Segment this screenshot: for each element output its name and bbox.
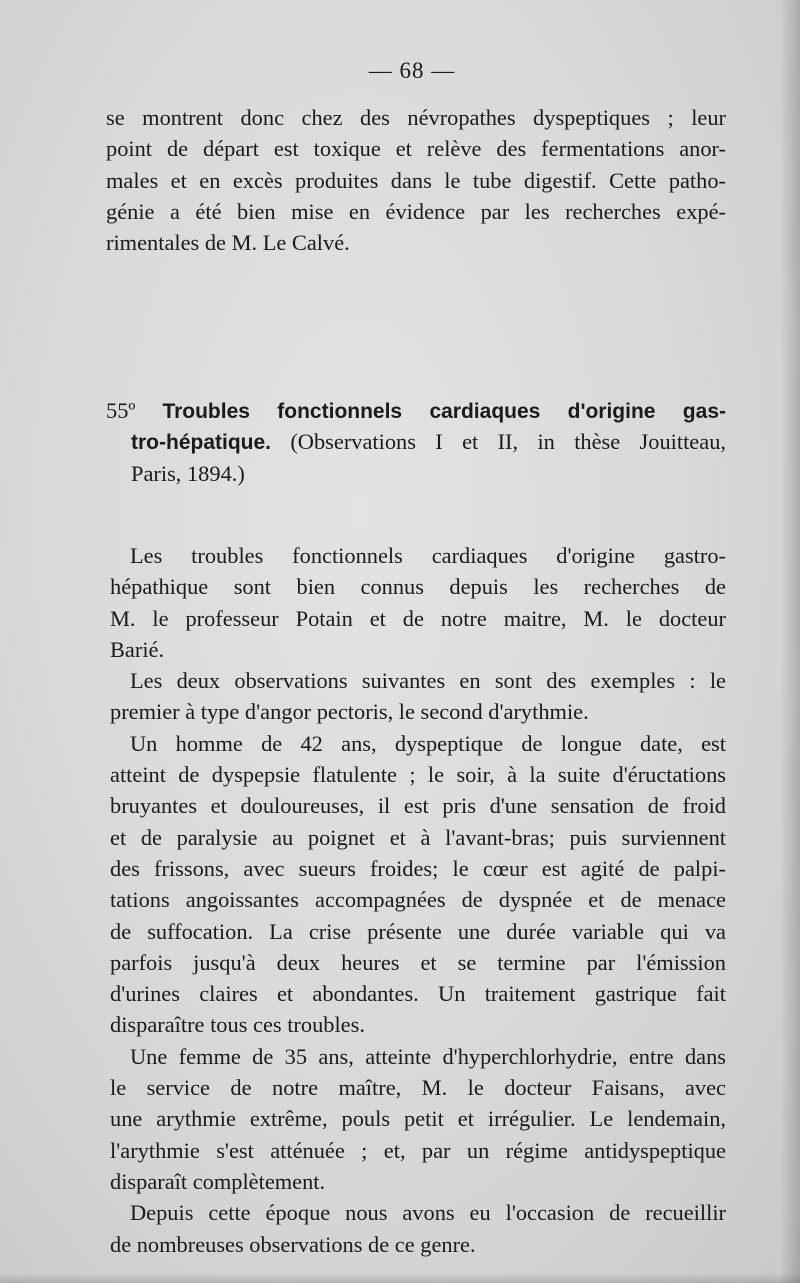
text-line: M. le professeur Potain et de notre maitre, M. le docteur [110, 605, 726, 631]
paragraph [110, 728, 726, 1041]
text-line: bruyantes et douloureuses, il est pris d'une sensation de froid [110, 793, 726, 819]
text-line: Un homme de 42 ans, dyspeptique de longue date, est [130, 730, 726, 756]
body-text [110, 540, 726, 1260]
page-bottom-shadow [0, 1273, 800, 1283]
text-line: hépathique sont bien connus depuis les recherches de [110, 574, 726, 600]
text-line: le service de notre maître, M. le docteur Faisans, avec [110, 1075, 726, 1101]
text-line: de nombreuses observations de ce genre. [110, 1231, 476, 1257]
text-line: se montrent donc chez des névropathes dyspeptiques ; leur [106, 105, 726, 130]
text-line: premier à type d'angor pectoris, le second d'arythmie. [110, 699, 589, 725]
text-line: et de paralysie au poignet et à l'avant-bras; puis surviennent [110, 824, 726, 850]
text-line: atteint de dyspepsie flatulente ; le soir, à la suite d'éructations [110, 762, 726, 788]
text-line: Une femme de 35 ans, atteinte d'hyperchlorhydrie, entre dans [130, 1043, 726, 1069]
section-reference: (Observations I et II, in thèse Jouitteau, [290, 429, 726, 455]
paragraph [110, 665, 726, 728]
text-line: une arythmie extrême, pouls petit et irrégulier. Le lendemain, [110, 1106, 726, 1132]
section-heading [106, 395, 726, 489]
opening-paragraph [106, 102, 726, 258]
heading-line-2 [106, 426, 726, 457]
paragraph [110, 1041, 726, 1197]
text-line: Depuis cette époque nous avons eu l'occasion de recueillir [130, 1200, 726, 1226]
section-title: Troubles fonctionnels cardiaques d'origine gas- [162, 400, 726, 423]
page-edge-shadow [780, 0, 800, 1283]
paragraph [110, 1197, 726, 1260]
text-line: disparaître tous ces troubles. [110, 1012, 365, 1038]
section-title-cont: tro-hépatique. [131, 431, 271, 455]
text-line: males et en excès produites dans le tube digestif. Cette patho- [106, 167, 726, 193]
text-line: Les troubles fonctionnels cardiaques d'origine gastro- [130, 543, 726, 568]
text-line: des frissons, avec sueurs froides; le cœur est agité de palpi- [110, 855, 726, 881]
text-line: rimentales de M. Le Calvé. [106, 230, 350, 256]
heading-line-1 [106, 395, 726, 426]
text-line: point de départ est toxique et relève des fermentations anor- [106, 136, 726, 162]
text-line: de suffocation. La crise présente une durée variable qui va [110, 918, 726, 944]
paragraph [110, 540, 726, 665]
page-number: — 68 — [368, 58, 456, 83]
section-number: 55º [106, 398, 136, 423]
text-line: d'urines claires et abondantes. Un traitement gastrique fait [110, 981, 726, 1007]
text-line: disparaît complètement. [110, 1168, 326, 1194]
text-line: génie a été bien mise en évidence par les recherches expé- [106, 198, 726, 224]
text-line: Les deux observations suivantes en sont des exemples : le [130, 668, 726, 694]
text-line: l'arythmie s'est atténuée ; et, par un régime antidyspeptique [110, 1137, 726, 1163]
heading-line-3: Paris, 1894.) [131, 460, 245, 486]
text-line: Barié. [110, 636, 165, 662]
text-line: tations angoissantes accompagnées de dyspnée et de menace [110, 887, 726, 913]
text-line: parfois jusqu'à deux heures et se termine par l'émission [110, 949, 726, 975]
